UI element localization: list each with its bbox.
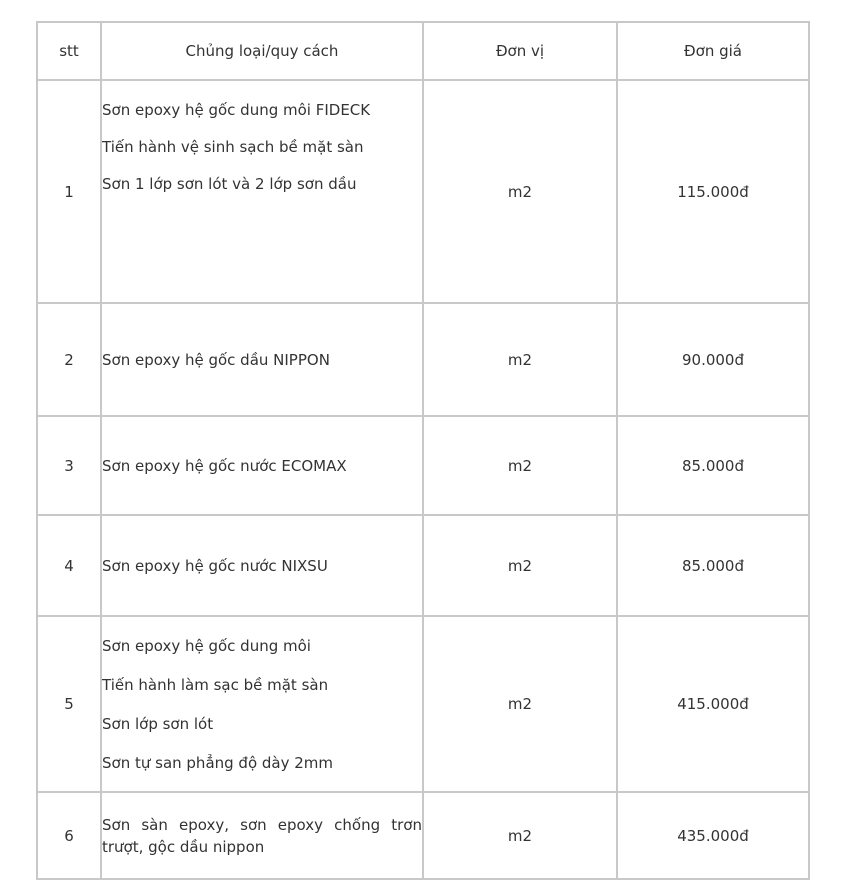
table-row (37, 303, 809, 416)
cell-price: 115.000đ (617, 80, 809, 303)
description-line: Sơn 1 lớp sơn lót và 2 lớp sơn dầu (102, 175, 357, 193)
table-row (37, 515, 809, 616)
cell-stt: 2 (37, 303, 101, 416)
cell-price: 85.000đ (617, 416, 809, 515)
description-line: Sơn epoxy hệ gốc nước ECOMAX (102, 456, 347, 475)
table-row (37, 616, 809, 792)
cell-unit: m2 (423, 80, 617, 303)
cell-description (101, 515, 423, 616)
description-line: Sơn epoxy hệ gốc nước NIXSU (102, 556, 328, 575)
table-row (37, 80, 809, 303)
cell-price: 415.000đ (617, 616, 809, 792)
header-description: Chủng loại/quy cách (101, 22, 423, 80)
cell-price: 90.000đ (617, 303, 809, 416)
cell-stt: 6 (37, 792, 101, 879)
header-stt: stt (37, 22, 101, 80)
cell-unit: m2 (423, 303, 617, 416)
description-line: Sơn lớp sơn lót (102, 714, 214, 733)
table-row (37, 792, 809, 879)
description-line: Tiến hành vệ sinh sạch bề mặt sàn (102, 138, 364, 156)
cell-description (101, 80, 423, 303)
cell-unit: m2 (423, 416, 617, 515)
description-line: Sơn tự san phẳng độ dày 2mm (102, 753, 334, 772)
cell-unit: m2 (423, 792, 617, 879)
price-table (36, 21, 810, 880)
cell-stt: 5 (37, 616, 101, 792)
cell-stt: 4 (37, 515, 101, 616)
cell-description (101, 416, 423, 515)
description-line: Tiến hành làm sạc bề mặt sàn (102, 675, 329, 694)
cell-price: 85.000đ (617, 515, 809, 616)
cell-description (101, 616, 423, 792)
description-line: Sơn epoxy hệ gốc dung môi FIDECK (102, 101, 371, 119)
cell-unit: m2 (423, 515, 617, 616)
description-line: Sơn epoxy hệ gốc dung môi (102, 636, 311, 655)
cell-stt: 3 (37, 416, 101, 515)
table-row (37, 416, 809, 515)
cell-description (101, 792, 423, 879)
header-unit: Đơn vị (423, 22, 617, 80)
description-line: Sơn sàn epoxy, sơn epoxy chống trơn trượt, gộc dầu nippon (102, 815, 422, 856)
header-price: Đơn giá (617, 22, 809, 80)
table-header-row (37, 22, 809, 80)
cell-unit: m2 (423, 616, 617, 792)
description-line: Sơn epoxy hệ gốc dầu NIPPON (102, 350, 330, 369)
cell-description (101, 303, 423, 416)
cell-stt: 1 (37, 80, 101, 303)
cell-price: 435.000đ (617, 792, 809, 879)
